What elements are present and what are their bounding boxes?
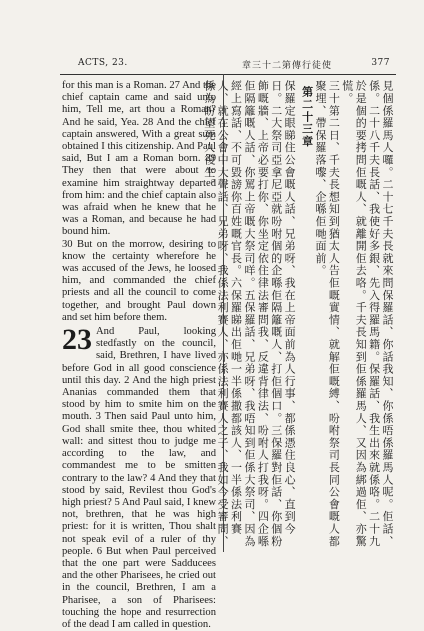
english-paragraph: 30 But on the morrow, desiring to know the certainty wherefore he was accused of the Jews, he loosed him, and commanded the chief priests and all the council to come together, and brought Paul down and set him before them.: [62, 238, 216, 323]
english-column: [62, 80, 216, 630]
header-book-chapter: ACTS, 23.: [78, 58, 128, 68]
chapter-number: 23: [62, 323, 92, 357]
english-paragraph: for this man is a Roman. 27 And the chief captain came and said unto him, Tell me, art thou a Roman? And he said, Yea. 28 And the chief captain answered, With a great sum obtained I this citizenship. And Paul said, But I am a Roman born. 29 They then that were about to examine him straightway departed from him: and the chief captain also was afraid when he knew that he was a Roman, and because he had bound him.: [62, 80, 216, 238]
chinese-text: [202, 80, 394, 550]
chinese-paragraph: 見個係羅馬人囉。二十七千夫長就來問保羅話、你話我知、你係唔係羅馬人呢。佢話、係。二十八千夫長話、我使好多銀、先入得羅馬籍。保羅話、我生出來就係咯。二十九於是個的要拷問佢嘅人、就離開佢去咯。千夫長知到佢係羅馬人、又因為綁過佢、亦驚慌。: [340, 80, 394, 548]
page-header: [60, 54, 396, 72]
page-number: 377: [371, 58, 390, 68]
chinese-paragraph: 保羅定眼睇住公會嘅人話、兄弟呀、我在上帝面前為人行事、都係憑住良心、直到今日。二大祭司亞拿尼亞就吩咐個的企喺佢隔籬嘅人、打佢個口。三保羅對佢話、你個粉飾嘅牆、上帝必要打你、你坐定依住律法審問我、反違背律法、吩咐人打我呀。四企喺佢隔籬嘅人話、你罵上帝嘅大祭司咩。五保羅話、兄弟呀、我唔知到佢係大祭司、因為經上寫話、不可毀謗你百姓嘅官長。六保羅睇出佢哋一半係撒都該人、一半係法利賽人、就在公會中大聲話、兄弟呀、我係法利賽人、亦係法利賽人之子、我如今受審問、係為盼望死人復生。: [202, 80, 297, 548]
chinese-paragraph: 三十第二日、千夫長想知到猶太人告佢嘅實情、就解佢嘅縛、吩咐祭司長同公會嘅人都聚埋、帶保羅落嚟、企喺佢哋面前。: [313, 80, 341, 548]
header-rule: [60, 74, 396, 75]
chapter-start: [62, 323, 216, 631]
english-paragraph: And Paul, looking stedfastly on the council, said, Brethren, I have lived before God in all good conscience until this day. 2 And the high priest Ananias commanded them that stood by him to smite him on the mouth. 3 Then said Paul unto him, God shall smite thee, thou whited wall: and sittest thou to judge me according to the law, and commandest me to be smitten contrary to the law? 4 And they that stood by said, Revilest thou God's high priest? 5 And Paul said, I knew not, brethren, that he was high priest: for it is written, Thou shalt not speak evil of a ruler of thy people. 6 But when Paul perceived that the one part were Sadducees and the other Pharisees, he cried out in the council, Brethren, I am a Pharisee, a son of Pharisees: touching the hope and resurrection of the dead I am called in question.: [62, 326, 216, 630]
bible-page: [60, 54, 396, 630]
chinese-chapter-heading: 第二十三章: [300, 86, 314, 148]
header-chinese-title: 章三十二第傳行徒使: [242, 61, 333, 71]
chinese-column: [202, 80, 394, 550]
